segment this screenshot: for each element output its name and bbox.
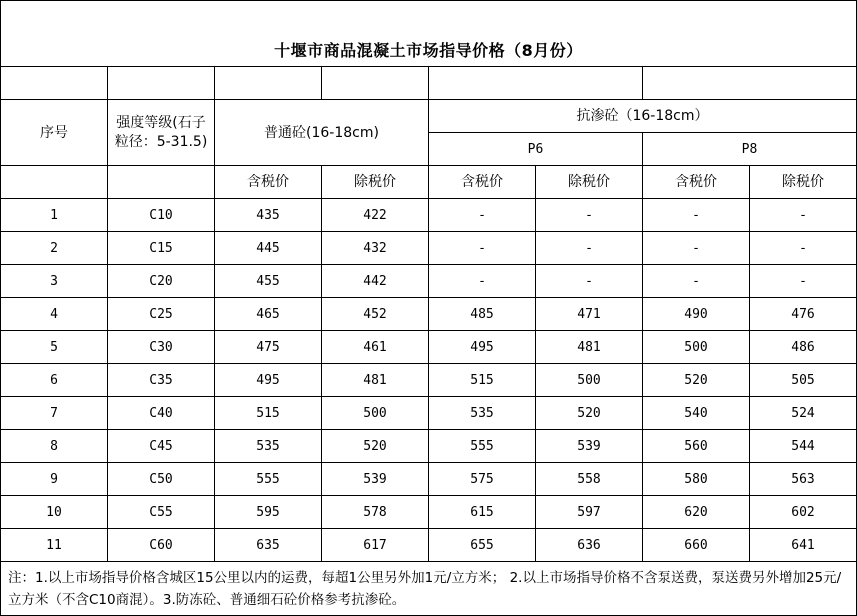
table-title: 十堰市商品混凝土市场指导价格（8月份） — [274, 40, 583, 60]
header-p6: P6 — [527, 142, 544, 157]
cell-normal-with-tax: 495 — [256, 373, 280, 388]
cell-p6-with-tax: 555 — [470, 439, 494, 454]
cell-p6-with-tax: - — [478, 274, 486, 289]
cell-grade: C20 — [149, 274, 173, 289]
cell-p8-with-tax: 660 — [684, 538, 708, 553]
cell-p8-with-tax: 520 — [684, 373, 708, 388]
cell-seq: 9 — [50, 472, 58, 487]
cell-seq: 6 — [50, 373, 58, 388]
cell-p6-with-tax: 515 — [470, 373, 494, 388]
cell-p6-with-tax: - — [478, 241, 486, 256]
cell-p6-with-tax: - — [478, 208, 486, 223]
cell-p6-without-tax: - — [585, 274, 593, 289]
header-normal-with-tax: 含税价 — [247, 174, 289, 190]
cell-p6-with-tax: 615 — [470, 505, 494, 520]
cell-p6-without-tax: 520 — [577, 406, 601, 421]
cell-normal-without-tax: 442 — [363, 274, 387, 289]
cell-normal-with-tax: 555 — [256, 472, 280, 487]
cell-grade: C10 — [149, 208, 173, 223]
cell-p6-without-tax: 558 — [577, 472, 601, 487]
cell-normal-with-tax: 595 — [256, 505, 280, 520]
cell-normal-with-tax: 455 — [256, 274, 280, 289]
cell-p8-with-tax: - — [692, 274, 700, 289]
cell-p8-without-tax: 602 — [791, 505, 815, 520]
cell-p6-with-tax: 485 — [470, 307, 494, 322]
table-note: 注：1.以上市场指导价格含城区15公里以内的运费，每超1公里另外加1元/立方米； 2.以上市场指导价格不含泵送费，泵送费另外增加25元/立方米（不含C10商混）。3.防冻砼、普通细石砼价格参考抗渗砼。 — [8, 570, 842, 608]
cell-normal-with-tax: 515 — [256, 406, 280, 421]
cell-p8-with-tax: - — [692, 241, 700, 256]
cell-p6-without-tax: 481 — [577, 340, 601, 355]
cell-normal-without-tax: 500 — [363, 406, 387, 421]
cell-p6-without-tax: - — [585, 208, 593, 223]
cell-grade: C40 — [149, 406, 173, 421]
cell-grade: C60 — [149, 538, 173, 553]
cell-normal-without-tax: 617 — [363, 538, 387, 553]
cell-p8-without-tax: 486 — [791, 340, 815, 355]
header-normal-without-tax: 除税价 — [354, 174, 396, 190]
cell-p8-with-tax: - — [692, 208, 700, 223]
cell-p6-without-tax: 539 — [577, 439, 601, 454]
cell-p8-with-tax: 580 — [684, 472, 708, 487]
cell-p8-without-tax: 505 — [791, 373, 815, 388]
header-grade: 强度等级(石子粒径：5-31.5) — [114, 115, 208, 150]
cell-p8-without-tax: 544 — [791, 439, 815, 454]
cell-p8-without-tax: 524 — [791, 406, 815, 421]
cell-grade: C50 — [149, 472, 173, 487]
cell-p6-with-tax: 655 — [470, 538, 494, 553]
cell-p6-without-tax: 597 — [577, 505, 601, 520]
header-impermeable-concrete: 抗渗砼（16-18cm） — [576, 108, 709, 124]
cell-grade: C30 — [149, 340, 173, 355]
header-seq: 序号 — [40, 124, 68, 141]
cell-p8-without-tax: 476 — [791, 307, 815, 322]
header-p8: P8 — [741, 142, 758, 157]
cell-p6-with-tax: 495 — [470, 340, 494, 355]
header-p8-with-tax: 含税价 — [675, 174, 717, 190]
cell-p6-with-tax: 575 — [470, 472, 494, 487]
cell-normal-with-tax: 635 — [256, 538, 280, 553]
cell-p8-without-tax: 641 — [791, 538, 815, 553]
cell-p8-with-tax: 540 — [684, 406, 708, 421]
cell-normal-without-tax: 461 — [363, 340, 387, 355]
cell-p6-without-tax: 471 — [577, 307, 601, 322]
cell-seq: 11 — [46, 538, 62, 553]
cell-grade: C45 — [149, 439, 173, 454]
cell-grade: C25 — [149, 307, 173, 322]
cell-seq: 3 — [50, 274, 58, 289]
cell-p8-without-tax: 563 — [791, 472, 815, 487]
cell-seq: 1 — [50, 208, 58, 223]
cell-p6-without-tax: - — [585, 241, 593, 256]
cell-normal-without-tax: 452 — [363, 307, 387, 322]
cell-p6-without-tax: 500 — [577, 373, 601, 388]
header-p6-without-tax: 除税价 — [568, 174, 610, 190]
cell-p6-with-tax: 535 — [470, 406, 494, 421]
cell-normal-without-tax: 539 — [363, 472, 387, 487]
cell-normal-with-tax: 435 — [256, 208, 280, 223]
cell-grade: C15 — [149, 241, 173, 256]
cell-p8-without-tax: - — [799, 274, 807, 289]
cell-normal-with-tax: 535 — [256, 439, 280, 454]
cell-normal-without-tax: 422 — [363, 208, 387, 223]
cell-seq: 5 — [50, 340, 58, 355]
cell-normal-with-tax: 445 — [256, 241, 280, 256]
cell-p6-without-tax: 636 — [577, 538, 601, 553]
cell-normal-with-tax: 465 — [256, 307, 280, 322]
cell-seq: 2 — [50, 241, 58, 256]
cell-p8-with-tax: 560 — [684, 439, 708, 454]
cell-p8-without-tax: - — [799, 208, 807, 223]
cell-seq: 8 — [50, 439, 58, 454]
header-p6-with-tax: 含税价 — [461, 174, 503, 190]
cell-grade: C35 — [149, 373, 173, 388]
cell-normal-without-tax: 432 — [363, 241, 387, 256]
header-p8-without-tax: 除税价 — [782, 174, 824, 190]
cell-p8-with-tax: 620 — [684, 505, 708, 520]
cell-grade: C55 — [149, 505, 173, 520]
cell-seq: 10 — [46, 505, 62, 520]
header-normal-concrete: 普通砼(16-18cm) — [264, 124, 379, 141]
cell-p8-with-tax: 500 — [684, 340, 708, 355]
cell-normal-without-tax: 520 — [363, 439, 387, 454]
cell-seq: 4 — [50, 307, 58, 322]
cell-normal-with-tax: 475 — [256, 340, 280, 355]
cell-normal-without-tax: 578 — [363, 505, 387, 520]
cell-p8-without-tax: - — [799, 241, 807, 256]
cell-seq: 7 — [50, 406, 58, 421]
cell-normal-without-tax: 481 — [363, 373, 387, 388]
cell-p8-with-tax: 490 — [684, 307, 708, 322]
